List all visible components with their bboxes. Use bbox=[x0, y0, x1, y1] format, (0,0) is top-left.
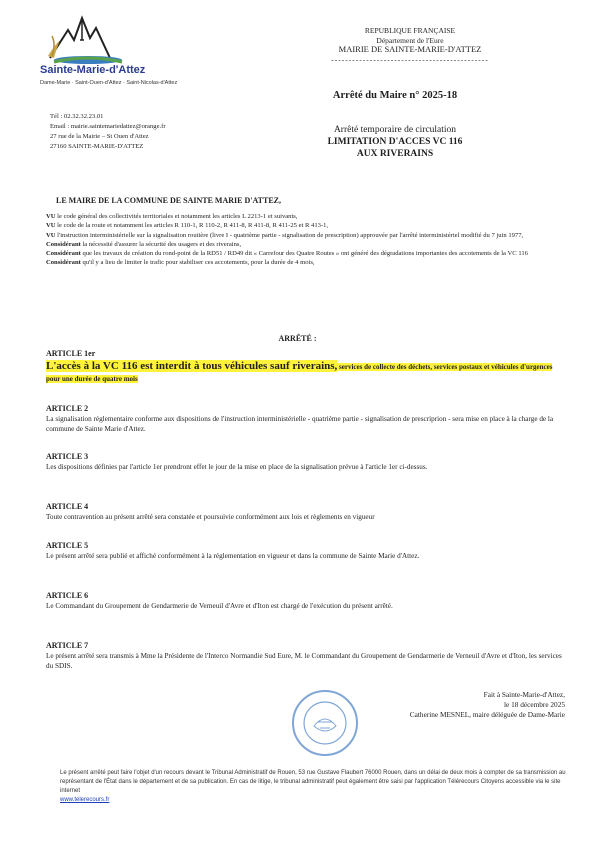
article-7-text: Le présent arrêté sera transmis à Mme la Présidente de l'Interco Normandie Sud Eure, M. le Commandant du Groupement de Gendarmerie de Verneuil d'Avre et d'Iton, les services du SDIS. bbox=[46, 652, 562, 670]
article-7 bbox=[46, 641, 566, 671]
article-4 bbox=[46, 502, 566, 522]
visa-item: VU le code de la route et notamment les articles R 110-1, R 110-2, R 411-8, R 411-8, R 411-25 et R 413-1, bbox=[46, 222, 329, 230]
article-2-title: ARTICLE 2 bbox=[46, 404, 89, 413]
arrete-title: ARRÊTÉ : bbox=[278, 334, 317, 343]
subject-line-2: LIMITATION D'ACCES VC 116 bbox=[327, 137, 463, 147]
signature-date: le 18 décembre 2025 bbox=[504, 700, 565, 709]
considerant-item: Considérant qu'il y a lieu de limiter le trafic pour stabiliser ces accotements, pour la durée de 4 mois, bbox=[46, 259, 315, 267]
subject-line-1: Arrêté temporaire de circulation bbox=[333, 125, 457, 135]
mairie-name: MAIRIE DE SAINTE-MARIE-D'ATTEZ bbox=[338, 44, 482, 54]
article-5 bbox=[46, 541, 566, 561]
considerant-item: Considérant que les travaux de création du rond-point de la RD51 / RD49 dit « Carrefour des Quatre Routes » ont généré des dégradations importantes des accotements de la VC 116 bbox=[46, 250, 528, 258]
signature-place: Fait à Sainte-Marie-d'Attez, bbox=[483, 690, 565, 699]
header-rule: --------------------------------------------- bbox=[331, 54, 489, 64]
contact-phone: Tél : 02.32.32.23.01 bbox=[50, 113, 104, 120]
contact-address: 27 rue de la Mairie – St Ouen d'Attez bbox=[50, 133, 149, 140]
republic-header bbox=[320, 26, 500, 64]
article-4-text: Toute contravention au présent arrêté sera constatée et poursuivie conformément aux lois et règlements en vigueur bbox=[46, 513, 375, 521]
visa-item: VU le code général des collectivités territoriales et notamment les articles L 2213-1 et suivants, bbox=[46, 213, 298, 220]
signature-block bbox=[330, 690, 565, 720]
article-6-title: ARTICLE 6 bbox=[46, 591, 89, 600]
decree-number: Arrêté du Maire n° 2025-18 bbox=[332, 90, 458, 101]
article-1 bbox=[46, 349, 566, 385]
article-3-title: ARTICLE 3 bbox=[46, 452, 89, 461]
article-3-text: Les dispositions définies par l'article 1er prendront effet le jour de la mise en place de la signalisation prévue à l'article 1er ci-dessus. bbox=[46, 463, 428, 471]
brand-subtitle: Dame-Marie · Saint-Ouen-d'Attez · Saint-Nicolas-d'Attez bbox=[40, 80, 178, 86]
visa-item: VU l'instruction interministérielle sur la signalisation routière (livre I - quatrième partie - signalisation de prescription) approuvée par l'arrêté interministériel modifié du 7 juin 1977, bbox=[46, 231, 524, 239]
contact-block bbox=[50, 112, 210, 152]
article-5-title: ARTICLE 5 bbox=[46, 541, 89, 550]
maire-heading: LE MAIRE DE LA COMMUNE DE SAINTE MARIE D'ATTEZ, bbox=[56, 196, 281, 205]
article-7-title: ARTICLE 7 bbox=[46, 641, 89, 650]
article-1-main: L'accès à la VC 116 est interdit à tous véhicules sauf riverains, bbox=[46, 360, 338, 372]
signature-name: Catherine MESNEL, maire déléguée de Dame-Marie bbox=[409, 710, 565, 719]
article-2 bbox=[46, 404, 566, 434]
contact-email: Email : mairie.saintemariedattez@orange.fr bbox=[50, 123, 166, 130]
departement: Département de l'Eure bbox=[376, 35, 444, 45]
brand-name: Sainte-Marie-d'Attez bbox=[40, 64, 146, 76]
subject-line-3: AUX RIVERAINS bbox=[356, 149, 434, 159]
footer-text: Le présent arrêté peut faire l'objet d'un recours devant le Tribunal Administratif de Rouen, 53 rue Gustave Flaubert 76000 Rouen, dans un délai de deux mois à compter de sa transmission au représentant de l'État dans le département et de sa publication. En cas de litige, le tribunal administratif peut également être saisi par l'application Télérecours Citoyens accessible via le site internet bbox=[60, 770, 566, 794]
article-2-text: La signalisation réglementaire conforme aux dispositions de l'instruction interministérielle - quatrième partie - signalisation de prescriprion - sera mise en place à la charge de la commune de Sainte Marie d'Attez. bbox=[46, 415, 554, 433]
republique: REPUBLIQUE FRANÇAISE bbox=[364, 26, 456, 35]
article-3 bbox=[46, 452, 566, 472]
commune-logo bbox=[30, 10, 140, 110]
article-6 bbox=[46, 591, 566, 611]
visas-list bbox=[46, 212, 566, 268]
decree-subject bbox=[290, 124, 500, 160]
article-1-title: ARTICLE 1er bbox=[46, 349, 96, 358]
article-6-text: Le Commandant du Groupement de Gendarmerie de Verneuil d'Avre et d'Iton est chargé de l'exécution du présent arrêté. bbox=[46, 602, 393, 610]
contact-city: 27160 SAINTE-MARIE-D'ATTEZ bbox=[50, 143, 144, 150]
article-1-rest: services de collecte des déchets, services postaux et véhicules d'urgences pour une durée de quatre mois bbox=[46, 363, 553, 383]
telerecours-link[interactable]: www.telerecours.fr bbox=[60, 797, 110, 803]
article-5-text: Le présent arrêté sera publié et affiché conformément à la réglementation en vigueur et dans la commune de Sainte Marie d'Attez. bbox=[46, 552, 420, 560]
article-4-title: ARTICLE 4 bbox=[46, 502, 89, 511]
considerant-item: Considérant la nécessité d'assurer la sécurité des usagers et des riverains, bbox=[46, 240, 242, 248]
legal-footer bbox=[60, 769, 575, 805]
